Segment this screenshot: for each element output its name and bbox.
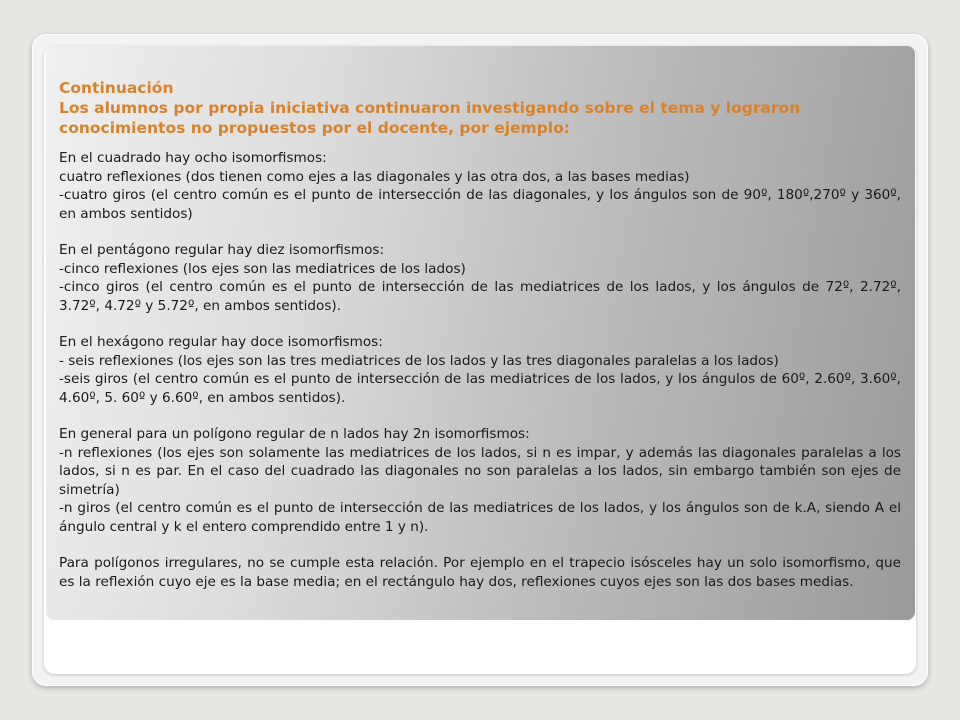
slide-content	[59, 78, 901, 591]
section-line: -cinco giros (el centro común es el punto de intersección de las mediatrices de los lados, y los ángulos de 72º, 2.72º, 3.72º, 4.72º y 5.72º, en ambos sentidos).	[59, 279, 901, 314]
slide-subtitle: Los alumnos por propia iniciativa continuaron investigando sobre el tema y lograron conocimientos no propuestos por el docente, por ejemplo:	[59, 99, 801, 137]
slide-title: Continuación	[59, 79, 174, 97]
section-general	[59, 425, 901, 536]
section-pentagon	[59, 241, 901, 315]
section-line: En el cuadrado hay ocho isomorfismos:	[59, 150, 327, 166]
section-irregular	[59, 554, 901, 591]
section-line: - seis reflexiones (los ejes son las tres mediatrices de los lados y las tres diagonales paralelas a los lados)	[59, 352, 779, 369]
section-line: Para polígonos irregulares, no se cumple esta relación. Por ejemplo en el trapecio isósceles hay un solo isomorfismo, que es la reflexión cuyo eje es la base media; en el rectángulo hay dos, reflexiones cuyos ejes son las dos bases medias.	[59, 555, 901, 590]
section-square	[59, 149, 901, 223]
section-line: -n reflexiones (los ejes son solamente las mediatrices de los lados, si n es impar, y además las diagonales paralelas a los lados, si n es par. En el caso del cuadrado las diagonales no son paralelas a los lados, sin embargo también son ejes de simetría)	[59, 444, 901, 498]
section-hexagon	[59, 333, 901, 407]
section-line: -cinco reflexiones (los ejes son las mediatrices de los lados)	[59, 260, 466, 277]
section-line: -seis giros (el centro común es el punto de intersección de las mediatrices de los lados, y los ángulos de 60º, 2.60º, 3.60º, 4.60º, 5. 60º y 6.60º, en ambos sentidos).	[59, 371, 901, 406]
section-line: cuatro reflexiones (dos tienen como ejes a las diagonales y las otra dos, a las bases medias)	[59, 168, 690, 185]
section-line: -cuatro giros (el centro común es el punto de intersección de las diagonales, y los ángulos son de 90º, 180º,270º y 360º, en ambos sentidos)	[59, 187, 901, 222]
section-line: -n giros (el centro común es el punto de intersección de las mediatrices de los lados, y los ángulos son de k.A, siendo A el ángulo central y k el entero comprendido entre 1 y n).	[59, 500, 901, 535]
section-line: En el hexágono regular hay doce isomorfismos:	[59, 334, 383, 350]
section-line: En general para un polígono regular de n lados hay 2n isomorfismos:	[59, 426, 530, 442]
section-line: En el pentágono regular hay diez isomorfismos:	[59, 242, 385, 258]
